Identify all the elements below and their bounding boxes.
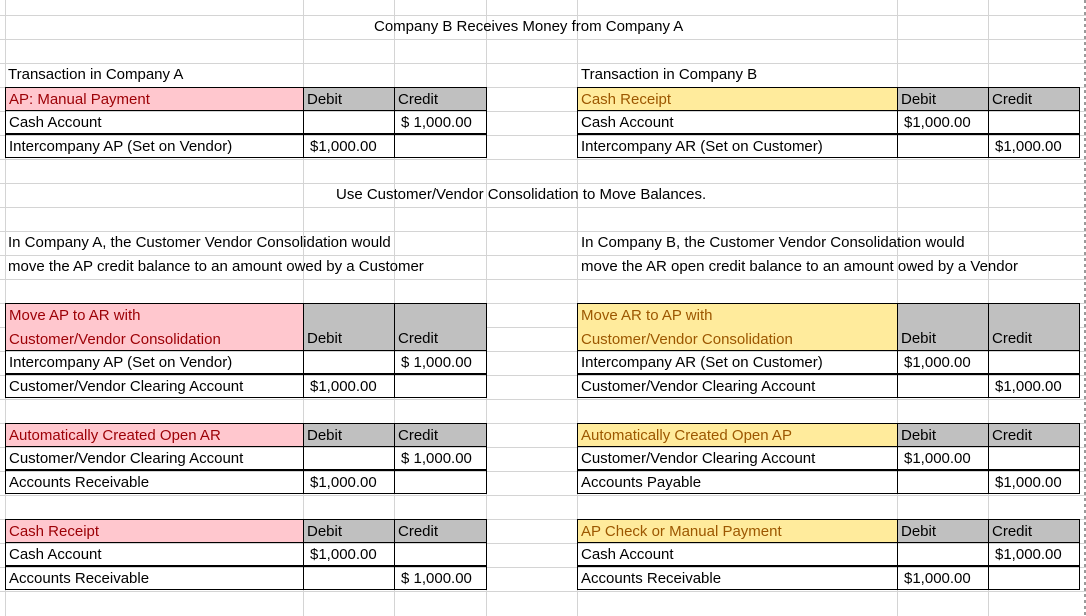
grid-row-line bbox=[0, 39, 1086, 40]
account-cell: Intercompany AR (Set on Customer) bbox=[577, 350, 898, 374]
credit-header: Credit bbox=[988, 87, 1080, 111]
credit-header: Credit bbox=[394, 87, 487, 111]
debit-header: Debit bbox=[303, 519, 395, 543]
credit-cell bbox=[394, 374, 487, 398]
grid-row-line bbox=[0, 591, 1086, 592]
debit-cell: $1,000.00 bbox=[897, 566, 989, 590]
debit-header: Debit bbox=[303, 423, 395, 447]
header-line: Move AR to AP with bbox=[581, 307, 713, 324]
debit-cell: $1,000.00 bbox=[303, 374, 395, 398]
debit-header: Debit bbox=[897, 87, 989, 111]
debit-cell bbox=[303, 566, 395, 590]
credit-cell bbox=[988, 110, 1080, 134]
header-line: Customer/Vendor Consolidation bbox=[581, 331, 793, 348]
credit-cell: $1,000.00 bbox=[988, 134, 1080, 158]
debit-header: Debit bbox=[303, 87, 395, 111]
page-title: Company B Receives Money from Company A bbox=[374, 18, 684, 35]
account-cell: Accounts Receivable bbox=[5, 470, 304, 494]
header-line: Customer/Vendor Consolidation bbox=[9, 331, 221, 348]
credit-header: Credit bbox=[988, 303, 1080, 351]
table-header-label bbox=[5, 303, 304, 351]
account-cell: Cash Account bbox=[577, 110, 898, 134]
account-cell: Intercompany AP (Set on Vendor) bbox=[5, 350, 304, 374]
credit-cell: $1,000.00 bbox=[988, 470, 1080, 494]
credit-cell: $ 1,000.00 bbox=[394, 350, 487, 374]
account-cell: Intercompany AP (Set on Vendor) bbox=[5, 134, 304, 158]
table-header-label: Automatically Created Open AR bbox=[5, 423, 304, 447]
credit-header: Credit bbox=[988, 519, 1080, 543]
debit-header: Debit bbox=[303, 303, 395, 351]
credit-cell bbox=[394, 470, 487, 494]
grid-row-line bbox=[0, 279, 1086, 280]
explanation-line: move the AP credit balance to an amount owed by a Customer bbox=[8, 258, 424, 275]
grid-row-line bbox=[0, 207, 1086, 208]
debit-cell bbox=[897, 134, 989, 158]
header-line: Move AP to AR with bbox=[9, 307, 141, 324]
debit-cell bbox=[303, 350, 395, 374]
grid-row-line bbox=[0, 159, 1086, 160]
company-a-label: Transaction in Company A bbox=[8, 66, 184, 83]
table-header-label bbox=[577, 303, 898, 351]
explanation-line: In Company A, the Customer Vendor Consolidation would bbox=[8, 234, 391, 251]
credit-header: Credit bbox=[394, 303, 487, 351]
credit-cell bbox=[394, 134, 487, 158]
credit-cell: $ 1,000.00 bbox=[394, 110, 487, 134]
grid-row-line bbox=[0, 399, 1086, 400]
credit-cell: $ 1,000.00 bbox=[394, 566, 487, 590]
account-cell: Cash Account bbox=[577, 542, 898, 566]
debit-header: Debit bbox=[897, 303, 989, 351]
account-cell: Accounts Receivable bbox=[577, 566, 898, 590]
debit-cell bbox=[303, 446, 395, 470]
table-header-label: Automatically Created Open AP bbox=[577, 423, 898, 447]
grid-row-line bbox=[0, 495, 1086, 496]
credit-header: Credit bbox=[394, 423, 487, 447]
account-cell: Cash Account bbox=[5, 110, 304, 134]
debit-cell: $1,000.00 bbox=[897, 446, 989, 470]
account-cell: Customer/Vendor Clearing Account bbox=[5, 446, 304, 470]
explanation-line: In Company B, the Customer Vendor Consolidation would bbox=[581, 234, 965, 251]
debit-cell: $1,000.00 bbox=[897, 110, 989, 134]
debit-cell bbox=[897, 470, 989, 494]
credit-cell: $ 1,000.00 bbox=[394, 446, 487, 470]
credit-cell bbox=[988, 566, 1080, 590]
account-cell: Intercompany AR (Set on Customer) bbox=[577, 134, 898, 158]
account-cell: Accounts Payable bbox=[577, 470, 898, 494]
table-header-label: Cash Receipt bbox=[5, 519, 304, 543]
debit-cell: $1,000.00 bbox=[897, 350, 989, 374]
credit-cell: $1,000.00 bbox=[988, 374, 1080, 398]
credit-header: Credit bbox=[988, 423, 1080, 447]
table-header-label: Cash Receipt bbox=[577, 87, 898, 111]
debit-header: Debit bbox=[897, 423, 989, 447]
company-b-label: Transaction in Company B bbox=[581, 66, 758, 83]
account-cell: Customer/Vendor Clearing Account bbox=[577, 446, 898, 470]
credit-cell bbox=[988, 446, 1080, 470]
page-subtitle: Use Customer/Vendor Consolidation to Move Balances. bbox=[336, 186, 707, 203]
debit-cell: $1,000.00 bbox=[303, 134, 395, 158]
account-cell: Customer/Vendor Clearing Account bbox=[577, 374, 898, 398]
account-cell: Accounts Receivable bbox=[5, 566, 304, 590]
table-header-label: AP: Manual Payment bbox=[5, 87, 304, 111]
account-cell: Customer/Vendor Clearing Account bbox=[5, 374, 304, 398]
account-cell: Cash Account bbox=[5, 542, 304, 566]
debit-cell bbox=[303, 110, 395, 134]
credit-header: Credit bbox=[394, 519, 487, 543]
credit-cell: $1,000.00 bbox=[988, 542, 1080, 566]
credit-cell bbox=[394, 542, 487, 566]
credit-cell bbox=[988, 350, 1080, 374]
explanation-line: move the AR open credit balance to an amount owed by a Vendor bbox=[581, 258, 1018, 275]
debit-cell bbox=[897, 374, 989, 398]
debit-cell: $1,000.00 bbox=[303, 542, 395, 566]
debit-cell bbox=[897, 542, 989, 566]
table-header-label: AP Check or Manual Payment bbox=[577, 519, 898, 543]
debit-header: Debit bbox=[897, 519, 989, 543]
debit-cell: $1,000.00 bbox=[303, 470, 395, 494]
